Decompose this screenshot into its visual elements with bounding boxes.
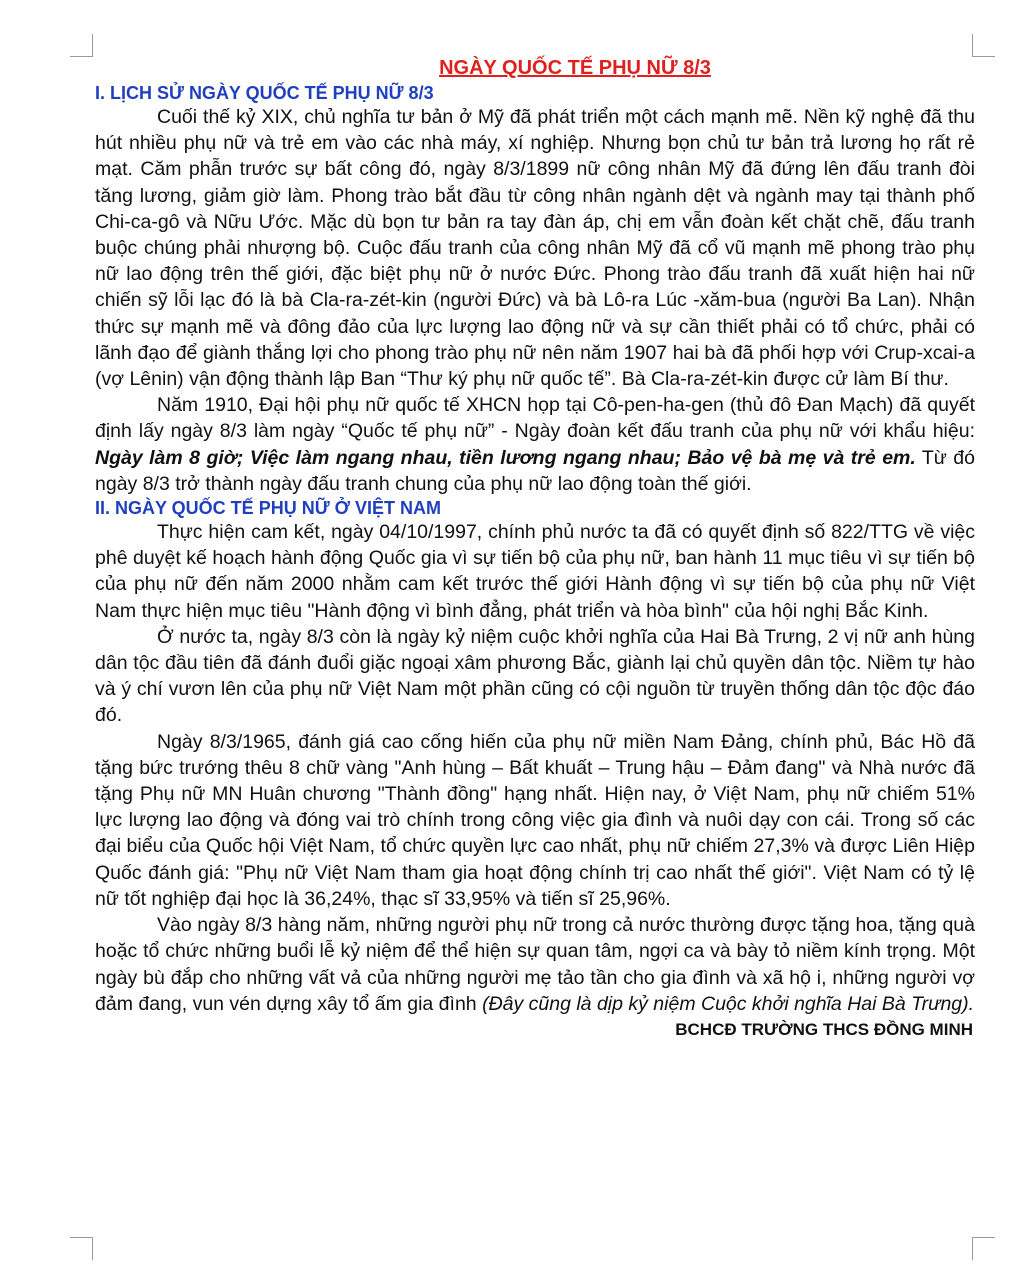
section-2-heading: II. NGÀY QUỐC TẾ PHỤ NỮ Ở VIỆT NAM bbox=[95, 498, 441, 519]
document-page bbox=[95, 54, 975, 1043]
section-2-paragraph-3: Ngày 8/3/1965, đánh giá cao cống hiến của phụ nữ miền Nam Đảng, chính phủ, Bác Hồ đã tặng bức trướng thêu 8 chữ vàng "Anh hùng – Bất khuất – Trung hậu – Đảm đang" và Nhà nước đã tặng Phụ nữ MN Huân chương "Thành đồng" hạng nhất. Hiện nay, ở Việt Nam, phụ nữ chiếm 51% lực lượng lao động và đóng vai trò chính trong công việc gia đình và nuôi dạy con cái. Trong số các đại biểu của Quốc hội Việt Nam, tổ chức quyền lực cao nhất, phụ nữ chiếm 27,3% và được Liên Hiệp Quốc đánh giá: "Phụ nữ Việt Nam tham gia hoạt động chính trị cao nhất thế giới". Việt Nam có tỷ lệ nữ tốt nghiệp đại học là 36,24%, thạc sĩ 33,95% và tiến sĩ 25,96%. bbox=[95, 730, 975, 910]
slogan-text: Ngày làm 8 giờ; Việc làm ngang nhau, tiền lương ngang nhau; Bảo vệ bà mẹ và trẻ em. bbox=[95, 446, 916, 469]
section-1-paragraph-1: Cuối thế kỷ XIX, chủ nghĩa tư bản ở Mỹ đã phát triển một cách mạnh mẽ. Nền kỹ nghệ đã thu hút nhiều phụ nữ và trẻ em vào các nhà máy, xí nghiệp. Nhưng bọn chủ tư bản trả lương họ rất rẻ mạt. Căm phẫn trước sự bất công đó, ngày 8/3/1899 nữ công nhân Mỹ đã đứng lên đấu tranh đòi tăng lương, giảm giờ làm. Phong trào bắt đầu từ công nhân ngành dệt và ngành may tại thành phố Chi-ca-gô và Nữu Ước. Mặc dù bọn tư bản ra tay đàn áp, chị em vẫn đoàn kết chặt chẽ, đấu tranh buộc chúng phải nhượng bộ. Cuộc đấu tranh của công nhân Mỹ đã cổ vũ mạnh mẽ phong trào phụ nữ lao động trên thế giới, đặc biệt phụ nữ ở nước Đức. Phong trào đấu tranh đã xuất hiện hai nữ chiến sỹ lỗi lạc đó là bà Cla-ra-zét-kin (người Đức) và bà Lô-ra Lúc -xăm-bua (người Ba Lan). Nhận thức sự mạnh mẽ và đông đảo của lực lượng lao động nữ và sự cần thiết phải có tổ chức, phải có lãnh đạo để giành thắng lợi cho phong trào phụ nữ nên năm 1907 hai bà đã phối hợp với Crup-xcai-a (vợ Lênin) vận động thành lập Ban “Thư ký phụ nữ quốc tế”. Bà Cla-ra-zét-kin được cử làm Bí thư. bbox=[95, 106, 975, 391]
section-2-paragraph-2: Ở nước ta, ngày 8/3 còn là ngày kỷ niệm cuộc khởi nghĩa của Hai Bà Trưng, 2 vị nữ anh hùng dân tộc đầu tiên đã đánh đuổi giặc ngoại xâm phương Bắc, giành lại chủ quyền dân tộc. Niềm tự hào và ý chí vươn lên của phụ nữ Việt Nam một phần cũng có cội nguồn từ truyền thống dân tộc độc đáo đó. bbox=[95, 625, 975, 727]
page-corner-mark-top-left bbox=[70, 34, 93, 57]
page-corner-mark-bottom-right bbox=[972, 1237, 995, 1260]
section-2-paragraph-1: Thực hiện cam kết, ngày 04/10/1997, chính phủ nước ta đã có quyết định số 822/TTG về việc phê duyệt kế hoạch hành động Quốc gia vì sự tiến bộ của phụ nữ, ban hành 11 mục tiêu vì sự tiến bộ của phụ nữ đến năm 2000 nhằm cam kết trước thế giới Hành động vì sự tiến bộ của phụ nữ Việt Nam thực hiện mục tiêu "Hành động vì bình đẳng, phát triển và hòa bình" của hội nghị Bắc Kinh. bbox=[95, 521, 975, 622]
section-1-heading: I. LỊCH SỬ NGÀY QUỐC TẾ PHỤ NỮ 8/3 bbox=[95, 83, 434, 103]
italic-note: (Đây cũng là dịp kỷ niệm Cuộc khởi nghĩa Hai Bà Trưng). bbox=[482, 992, 975, 1015]
paragraph-text: Từ đó ngày 8/3 trở thành ngày đấu tranh chung của phụ nữ lao động toàn thế giới. bbox=[95, 446, 975, 495]
document-title: NGÀY QUỐC TẾ PHỤ NỮ 8/3 bbox=[439, 57, 711, 79]
paragraph-text: Năm 1910, Đại hội phụ nữ quốc tế XHCN họp tại Cô-pen-ha-gen (thủ đô Đan Mạch) đã quyết định lấy ngày 8/3 làm ngày “Quốc tế phụ nữ” - Ngày đoàn kết đấu tranh của phụ nữ với khẩu hiệu: bbox=[95, 394, 975, 443]
signature: BCHCĐ TRƯỜNG THCS ĐỒNG MINH bbox=[675, 1019, 973, 1039]
section-2-paragraph-4 bbox=[95, 912, 975, 1017]
page-corner-mark-top-right bbox=[972, 34, 995, 57]
page-corner-mark-bottom-left bbox=[70, 1237, 93, 1260]
section-1-paragraph-2 bbox=[95, 392, 975, 497]
paragraph-text: Vào ngày 8/3 hàng năm, những người phụ nữ trong cả nước thường được tặng hoa, tặng quà hoặc tổ chức những buổi lễ kỷ niệm để thể hiện sự quan tâm, ngợi ca và bày tỏ niềm kính trọng. Một ngày bù đắp cho những vất vả của những người mẹ tảo tần cho gia đình và xã hộ i, những người vợ đảm đang, vun vén dựng xây tổ ấm gia đình bbox=[95, 914, 975, 1015]
